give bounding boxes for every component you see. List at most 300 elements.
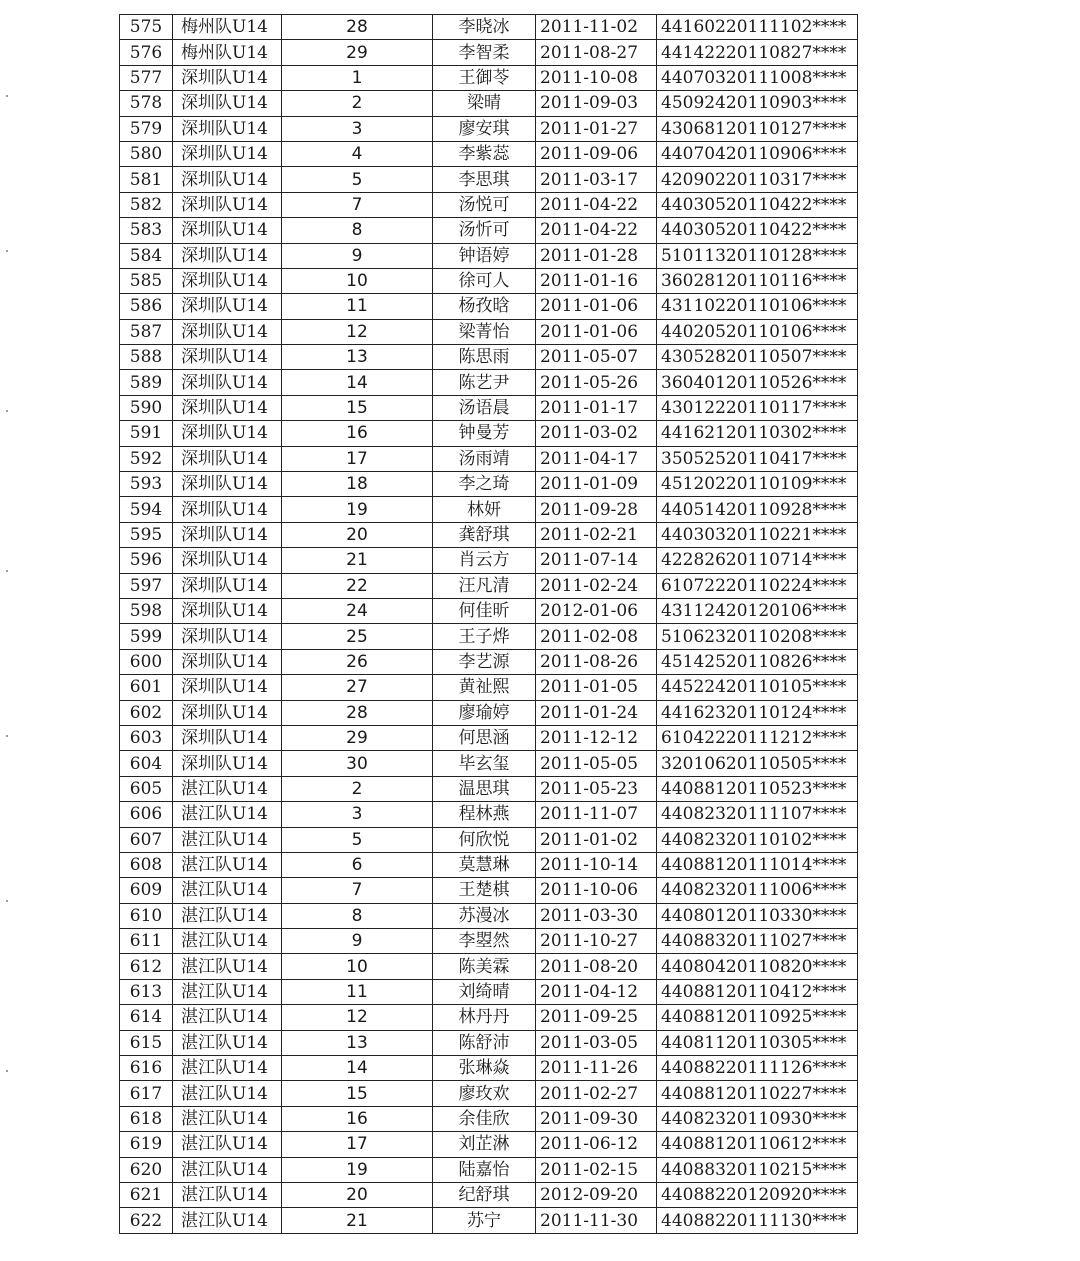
player-roster-table [119, 14, 858, 1234]
id-number-cell: 44088120110227**** [657, 1081, 858, 1106]
id-number-cell: 45092420110903**** [657, 91, 858, 116]
team-name-cell: 湛江队U14 [173, 929, 282, 954]
table-row [120, 649, 858, 674]
team-name-cell: 梅州队U14 [173, 40, 282, 65]
table-row [120, 40, 858, 65]
player-name-cell: 李智柔 [433, 40, 536, 65]
row-index-cell: 580 [120, 141, 173, 166]
team-name-cell: 湛江队U14 [173, 954, 282, 979]
table-row [120, 116, 858, 141]
jersey-number-cell: 29 [282, 725, 433, 750]
team-name-cell: 深圳队U14 [173, 624, 282, 649]
birth-date-cell: 2011-01-27 [536, 116, 657, 141]
team-name-cell: 深圳队U14 [173, 598, 282, 623]
row-index-cell: 611 [120, 929, 173, 954]
row-index-cell: 589 [120, 370, 173, 395]
birth-date-cell: 2011-09-06 [536, 141, 657, 166]
player-name-cell: 王楚棋 [433, 878, 536, 903]
row-index-cell: 588 [120, 345, 173, 370]
id-number-cell: 44082320111107**** [657, 802, 858, 827]
jersey-number-cell: 17 [282, 446, 433, 471]
birth-date-cell: 2011-01-24 [536, 700, 657, 725]
birth-date-cell: 2011-03-02 [536, 421, 657, 446]
birth-date-cell: 2011-07-14 [536, 548, 657, 573]
row-index-cell: 584 [120, 243, 173, 268]
jersey-number-cell: 29 [282, 40, 433, 65]
player-name-cell: 汤悦可 [433, 192, 536, 217]
row-index-cell: 615 [120, 1030, 173, 1055]
birth-date-cell: 2011-02-08 [536, 624, 657, 649]
player-name-cell: 刘芷淋 [433, 1132, 536, 1157]
birth-date-cell: 2011-10-08 [536, 65, 657, 90]
team-name-cell: 深圳队U14 [173, 395, 282, 420]
team-name-cell: 湛江队U14 [173, 1030, 282, 1055]
id-number-cell: 36028120110116**** [657, 268, 858, 293]
birth-date-cell: 2011-10-14 [536, 852, 657, 877]
jersey-number-cell: 12 [282, 1005, 433, 1030]
team-name-cell: 深圳队U14 [173, 472, 282, 497]
birth-date-cell: 2011-05-07 [536, 345, 657, 370]
row-index-cell: 606 [120, 802, 173, 827]
id-number-cell: 44088120110925**** [657, 1005, 858, 1030]
id-number-cell: 44160220111102**** [657, 15, 858, 40]
birth-date-cell: 2011-01-06 [536, 319, 657, 344]
scan-speck [6, 1070, 8, 1072]
row-index-cell: 581 [120, 167, 173, 192]
table-row [120, 675, 858, 700]
team-name-cell: 深圳队U14 [173, 675, 282, 700]
team-name-cell: 深圳队U14 [173, 497, 282, 522]
player-name-cell: 廖玫欢 [433, 1081, 536, 1106]
table-row [120, 319, 858, 344]
table-row [120, 700, 858, 725]
team-name-cell: 梅州队U14 [173, 15, 282, 40]
player-name-cell: 何佳昕 [433, 598, 536, 623]
birth-date-cell: 2012-01-06 [536, 598, 657, 623]
player-name-cell: 纪舒琪 [433, 1182, 536, 1207]
row-index-cell: 582 [120, 192, 173, 217]
row-index-cell: 619 [120, 1132, 173, 1157]
row-index-cell: 598 [120, 598, 173, 623]
birth-date-cell: 2011-01-09 [536, 472, 657, 497]
id-number-cell: 44088220111130**** [657, 1208, 858, 1233]
table-row [120, 954, 858, 979]
birth-date-cell: 2011-11-26 [536, 1056, 657, 1081]
jersey-number-cell: 5 [282, 167, 433, 192]
id-number-cell: 44088320110215**** [657, 1157, 858, 1182]
player-name-cell: 李曌然 [433, 929, 536, 954]
table-row [120, 776, 858, 801]
id-number-cell: 51011320110128**** [657, 243, 858, 268]
jersey-number-cell: 3 [282, 116, 433, 141]
id-number-cell: 44142220110827**** [657, 40, 858, 65]
jersey-number-cell: 13 [282, 1030, 433, 1055]
jersey-number-cell: 13 [282, 345, 433, 370]
table-row [120, 15, 858, 40]
jersey-number-cell: 10 [282, 954, 433, 979]
jersey-number-cell: 28 [282, 15, 433, 40]
team-name-cell: 深圳队U14 [173, 192, 282, 217]
row-index-cell: 587 [120, 319, 173, 344]
id-number-cell: 44088220111126**** [657, 1056, 858, 1081]
jersey-number-cell: 22 [282, 573, 433, 598]
player-name-cell: 毕玄玺 [433, 751, 536, 776]
table-row [120, 446, 858, 471]
table-row [120, 1157, 858, 1182]
table-row [120, 65, 858, 90]
row-index-cell: 597 [120, 573, 173, 598]
id-number-cell: 36040120110526**** [657, 370, 858, 395]
player-name-cell: 陈艺尹 [433, 370, 536, 395]
birth-date-cell: 2011-11-07 [536, 802, 657, 827]
player-name-cell: 黄祉熙 [433, 675, 536, 700]
team-name-cell: 深圳队U14 [173, 421, 282, 446]
id-number-cell: 44088120110612**** [657, 1132, 858, 1157]
table-row [120, 1182, 858, 1207]
table-row [120, 1132, 858, 1157]
id-number-cell: 42090220110317**** [657, 167, 858, 192]
player-name-cell: 汤雨靖 [433, 446, 536, 471]
row-index-cell: 602 [120, 700, 173, 725]
row-index-cell: 600 [120, 649, 173, 674]
birth-date-cell: 2011-09-25 [536, 1005, 657, 1030]
team-name-cell: 深圳队U14 [173, 116, 282, 141]
player-name-cell: 梁晴 [433, 91, 536, 116]
birth-date-cell: 2011-09-28 [536, 497, 657, 522]
row-index-cell: 594 [120, 497, 173, 522]
birth-date-cell: 2012-09-20 [536, 1182, 657, 1207]
table-row [120, 1081, 858, 1106]
table-row [120, 192, 858, 217]
player-name-cell: 林丹丹 [433, 1005, 536, 1030]
id-number-cell: 44082320111006**** [657, 878, 858, 903]
birth-date-cell: 2011-04-22 [536, 218, 657, 243]
birth-date-cell: 2011-02-24 [536, 573, 657, 598]
team-name-cell: 深圳队U14 [173, 522, 282, 547]
table-row [120, 345, 858, 370]
jersey-number-cell: 12 [282, 319, 433, 344]
jersey-number-cell: 15 [282, 1081, 433, 1106]
birth-date-cell: 2011-02-21 [536, 522, 657, 547]
birth-date-cell: 2011-12-12 [536, 725, 657, 750]
id-number-cell: 44080420110820**** [657, 954, 858, 979]
id-number-cell: 44030520110422**** [657, 218, 858, 243]
player-name-cell: 李晓冰 [433, 15, 536, 40]
player-name-cell: 廖安琪 [433, 116, 536, 141]
id-number-cell: 45120220110109**** [657, 472, 858, 497]
birth-date-cell: 2011-02-15 [536, 1157, 657, 1182]
team-name-cell: 湛江队U14 [173, 1106, 282, 1131]
player-name-cell: 王御苓 [433, 65, 536, 90]
player-name-cell: 梁菁怡 [433, 319, 536, 344]
table-row [120, 167, 858, 192]
jersey-number-cell: 19 [282, 1157, 433, 1182]
player-name-cell: 苏漫冰 [433, 903, 536, 928]
id-number-cell: 44088120110412**** [657, 979, 858, 1004]
birth-date-cell: 2011-03-17 [536, 167, 657, 192]
player-name-cell: 程林燕 [433, 802, 536, 827]
birth-date-cell: 2011-05-26 [536, 370, 657, 395]
player-name-cell: 李艺源 [433, 649, 536, 674]
player-name-cell: 林妍 [433, 497, 536, 522]
row-index-cell: 586 [120, 294, 173, 319]
table-row [120, 1208, 858, 1233]
jersey-number-cell: 19 [282, 497, 433, 522]
table-row [120, 91, 858, 116]
table-row [120, 903, 858, 928]
player-name-cell: 王子烨 [433, 624, 536, 649]
jersey-number-cell: 11 [282, 294, 433, 319]
row-index-cell: 583 [120, 218, 173, 243]
jersey-number-cell: 25 [282, 624, 433, 649]
player-name-cell: 何欣悦 [433, 827, 536, 852]
team-name-cell: 湛江队U14 [173, 878, 282, 903]
row-index-cell: 596 [120, 548, 173, 573]
team-name-cell: 深圳队U14 [173, 268, 282, 293]
id-number-cell: 42282620110714**** [657, 548, 858, 573]
jersey-number-cell: 16 [282, 421, 433, 446]
jersey-number-cell: 6 [282, 852, 433, 877]
birth-date-cell: 2011-01-16 [536, 268, 657, 293]
player-name-cell: 廖瑜婷 [433, 700, 536, 725]
team-name-cell: 湛江队U14 [173, 1208, 282, 1233]
table-row [120, 472, 858, 497]
team-name-cell: 湛江队U14 [173, 903, 282, 928]
table-row [120, 1005, 858, 1030]
id-number-cell: 44088120111014**** [657, 852, 858, 877]
row-index-cell: 616 [120, 1056, 173, 1081]
id-number-cell: 44162120110302**** [657, 421, 858, 446]
table-row [120, 370, 858, 395]
id-number-cell: 51062320110208**** [657, 624, 858, 649]
jersey-number-cell: 9 [282, 243, 433, 268]
table-row [120, 218, 858, 243]
player-name-cell: 徐可人 [433, 268, 536, 293]
row-index-cell: 592 [120, 446, 173, 471]
row-index-cell: 612 [120, 954, 173, 979]
team-name-cell: 深圳队U14 [173, 548, 282, 573]
jersey-number-cell: 30 [282, 751, 433, 776]
id-number-cell: 44070320111008**** [657, 65, 858, 90]
team-name-cell: 深圳队U14 [173, 141, 282, 166]
birth-date-cell: 2011-01-17 [536, 395, 657, 420]
team-name-cell: 深圳队U14 [173, 700, 282, 725]
team-name-cell: 深圳队U14 [173, 573, 282, 598]
row-index-cell: 591 [120, 421, 173, 446]
birth-date-cell: 2011-01-06 [536, 294, 657, 319]
jersey-number-cell: 2 [282, 776, 433, 801]
row-index-cell: 609 [120, 878, 173, 903]
jersey-number-cell: 3 [282, 802, 433, 827]
row-index-cell: 593 [120, 472, 173, 497]
jersey-number-cell: 5 [282, 827, 433, 852]
player-name-cell: 刘绮晴 [433, 979, 536, 1004]
row-index-cell: 605 [120, 776, 173, 801]
team-name-cell: 湛江队U14 [173, 1182, 282, 1207]
birth-date-cell: 2011-03-05 [536, 1030, 657, 1055]
scan-speck [6, 735, 8, 737]
player-name-cell: 李之琦 [433, 472, 536, 497]
scan-speck [6, 250, 8, 252]
row-index-cell: 575 [120, 15, 173, 40]
jersey-number-cell: 8 [282, 218, 433, 243]
team-name-cell: 湛江队U14 [173, 776, 282, 801]
team-name-cell: 深圳队U14 [173, 345, 282, 370]
team-name-cell: 深圳队U14 [173, 65, 282, 90]
team-name-cell: 湛江队U14 [173, 1081, 282, 1106]
team-name-cell: 深圳队U14 [173, 167, 282, 192]
row-index-cell: 622 [120, 1208, 173, 1233]
jersey-number-cell: 14 [282, 1056, 433, 1081]
row-index-cell: 578 [120, 91, 173, 116]
table-row [120, 929, 858, 954]
id-number-cell: 35052520110417**** [657, 446, 858, 471]
team-name-cell: 湛江队U14 [173, 802, 282, 827]
row-index-cell: 618 [120, 1106, 173, 1131]
player-name-cell: 陈思雨 [433, 345, 536, 370]
team-name-cell: 深圳队U14 [173, 370, 282, 395]
table-row [120, 1056, 858, 1081]
table-row [120, 1106, 858, 1131]
player-name-cell: 杨孜晗 [433, 294, 536, 319]
row-index-cell: 607 [120, 827, 173, 852]
row-index-cell: 603 [120, 725, 173, 750]
player-name-cell: 何思涵 [433, 725, 536, 750]
player-name-cell: 李思琪 [433, 167, 536, 192]
jersey-number-cell: 17 [282, 1132, 433, 1157]
table-row [120, 624, 858, 649]
table-row [120, 548, 858, 573]
row-index-cell: 577 [120, 65, 173, 90]
birth-date-cell: 2011-09-03 [536, 91, 657, 116]
team-name-cell: 深圳队U14 [173, 649, 282, 674]
table-row [120, 878, 858, 903]
team-name-cell: 湛江队U14 [173, 1056, 282, 1081]
birth-date-cell: 2011-04-17 [536, 446, 657, 471]
scan-speck [6, 410, 8, 412]
id-number-cell: 44162320110124**** [657, 700, 858, 725]
birth-date-cell: 2011-09-30 [536, 1106, 657, 1131]
table-row [120, 1030, 858, 1055]
birth-date-cell: 2011-11-30 [536, 1208, 657, 1233]
jersey-number-cell: 2 [282, 91, 433, 116]
team-name-cell: 湛江队U14 [173, 1132, 282, 1157]
id-number-cell: 43110220110106**** [657, 294, 858, 319]
jersey-number-cell: 1 [282, 65, 433, 90]
birth-date-cell: 2011-01-28 [536, 243, 657, 268]
table-row [120, 243, 858, 268]
team-name-cell: 深圳队U14 [173, 319, 282, 344]
birth-date-cell: 2011-03-30 [536, 903, 657, 928]
row-index-cell: 576 [120, 40, 173, 65]
jersey-number-cell: 20 [282, 1182, 433, 1207]
jersey-number-cell: 21 [282, 548, 433, 573]
team-name-cell: 深圳队U14 [173, 243, 282, 268]
row-index-cell: 579 [120, 116, 173, 141]
table-row [120, 294, 858, 319]
row-index-cell: 614 [120, 1005, 173, 1030]
table-row [120, 751, 858, 776]
table-row [120, 827, 858, 852]
birth-date-cell: 2011-10-06 [536, 878, 657, 903]
id-number-cell: 44088120110523**** [657, 776, 858, 801]
team-name-cell: 湛江队U14 [173, 827, 282, 852]
id-number-cell: 44070420110906**** [657, 141, 858, 166]
team-name-cell: 湛江队U14 [173, 1005, 282, 1030]
player-name-cell: 汤忻可 [433, 218, 536, 243]
id-number-cell: 43112420120106**** [657, 598, 858, 623]
player-name-cell: 陆嘉怡 [433, 1157, 536, 1182]
jersey-number-cell: 10 [282, 268, 433, 293]
birth-date-cell: 2011-01-02 [536, 827, 657, 852]
jersey-number-cell: 26 [282, 649, 433, 674]
jersey-number-cell: 7 [282, 192, 433, 217]
id-number-cell: 44081120110305**** [657, 1030, 858, 1055]
team-name-cell: 深圳队U14 [173, 446, 282, 471]
row-index-cell: 613 [120, 979, 173, 1004]
player-name-cell: 余佳欣 [433, 1106, 536, 1131]
jersey-number-cell: 20 [282, 522, 433, 547]
player-name-cell: 钟曼芳 [433, 421, 536, 446]
table-row [120, 141, 858, 166]
player-name-cell: 苏宁 [433, 1208, 536, 1233]
table-row [120, 802, 858, 827]
birth-date-cell: 2011-06-12 [536, 1132, 657, 1157]
team-name-cell: 深圳队U14 [173, 725, 282, 750]
id-number-cell: 44080120110330**** [657, 903, 858, 928]
player-name-cell: 汤语晨 [433, 395, 536, 420]
id-number-cell: 45142520110826**** [657, 649, 858, 674]
scan-speck [6, 900, 8, 902]
table-row [120, 522, 858, 547]
birth-date-cell: 2011-10-27 [536, 929, 657, 954]
row-index-cell: 599 [120, 624, 173, 649]
row-index-cell: 608 [120, 852, 173, 877]
team-name-cell: 深圳队U14 [173, 294, 282, 319]
team-name-cell: 深圳队U14 [173, 91, 282, 116]
team-name-cell: 湛江队U14 [173, 852, 282, 877]
jersey-number-cell: 7 [282, 878, 433, 903]
team-name-cell: 湛江队U14 [173, 979, 282, 1004]
row-index-cell: 620 [120, 1157, 173, 1182]
roster-body [120, 15, 858, 1234]
birth-date-cell: 2011-11-02 [536, 15, 657, 40]
id-number-cell: 44051420110928**** [657, 497, 858, 522]
id-number-cell: 44082320110102**** [657, 827, 858, 852]
birth-date-cell: 2011-04-12 [536, 979, 657, 1004]
scan-speck [6, 570, 8, 572]
table-row [120, 268, 858, 293]
row-index-cell: 595 [120, 522, 173, 547]
table-row [120, 421, 858, 446]
jersey-number-cell: 18 [282, 472, 433, 497]
id-number-cell: 32010620110505**** [657, 751, 858, 776]
birth-date-cell: 2011-02-27 [536, 1081, 657, 1106]
jersey-number-cell: 4 [282, 141, 433, 166]
jersey-number-cell: 27 [282, 675, 433, 700]
id-number-cell: 44030320110221**** [657, 522, 858, 547]
player-name-cell: 陈美霖 [433, 954, 536, 979]
birth-date-cell: 2011-08-26 [536, 649, 657, 674]
player-name-cell: 李紫蕊 [433, 141, 536, 166]
jersey-number-cell: 24 [282, 598, 433, 623]
table-row [120, 497, 858, 522]
player-name-cell: 莫慧琳 [433, 852, 536, 877]
table-row [120, 573, 858, 598]
jersey-number-cell: 21 [282, 1208, 433, 1233]
id-number-cell: 44522420110105**** [657, 675, 858, 700]
birth-date-cell: 2011-01-05 [536, 675, 657, 700]
